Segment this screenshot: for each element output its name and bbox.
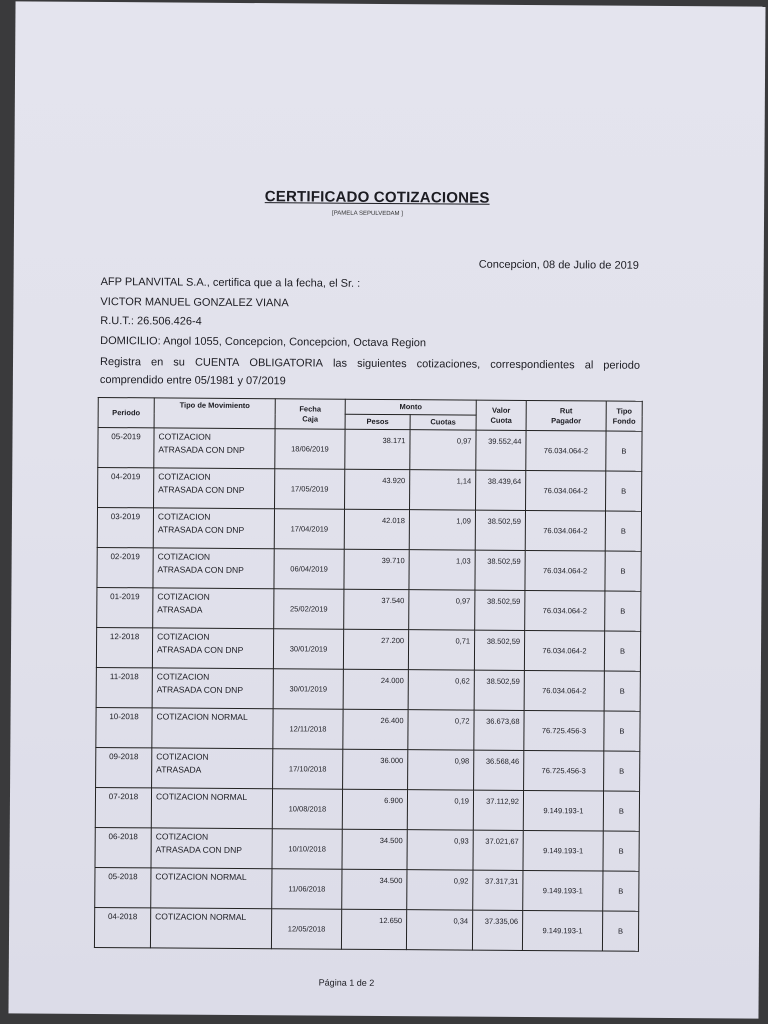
cell-valor-cuota: 37.112,92 [473, 790, 523, 830]
cell-cuotas: 0,92 [407, 870, 473, 910]
cell-cuotas: 0,98 [408, 750, 474, 790]
cell-rut-pagador: 9.149.193-1 [523, 790, 603, 831]
cell-pesos: 34.500 [342, 829, 407, 869]
cell-valor-cuota: 38.502,59 [475, 590, 525, 630]
tipo-line-1: COTIZACION [156, 751, 209, 762]
cell-periodo: 04-2019 [98, 467, 154, 507]
tipo-line-1: COTIZACION [157, 511, 211, 522]
tipo-line-1: COTIZACION [157, 591, 210, 602]
cell-periodo: 12-2018 [96, 627, 152, 667]
document-date: Concepcion, 08 de Julio de 2019 [478, 258, 639, 272]
tipo-line-2: ATRASADA CON DNP [157, 564, 244, 576]
tipo-line-1: COTIZACION NORMAL [155, 871, 247, 883]
col-monto-header: Monto [345, 399, 476, 415]
cell-tipo-movimiento [153, 588, 274, 629]
document-title: CERTIFICADO COTIZACIONES [264, 188, 490, 207]
cell-fecha-caja: 12/05/2018 [271, 909, 341, 949]
cell-cuotas: 0,34 [406, 910, 472, 950]
certify-line: AFP PLANVITAL S.A., certifica que a la fecha, el Sr. : [100, 275, 361, 290]
cell-tipo-fondo: B [605, 551, 641, 591]
registration-word: su [173, 356, 185, 369]
cell-rut-pagador: 76.034.064-2 [526, 470, 606, 511]
cell-tipo-movimiento [150, 908, 271, 949]
registration-word: las [332, 357, 348, 370]
col-rut-header: Rut Pagador [526, 400, 606, 431]
cell-periodo: 05-2019 [98, 427, 154, 467]
cell-tipo-fondo: B [604, 671, 640, 711]
affiliate-name: VICTOR MANUEL GONZALEZ VIANA [100, 295, 289, 310]
table-row [95, 787, 639, 831]
affiliate-rut: R.U.T.: 26.506.426-4 [100, 314, 202, 328]
table-row [96, 747, 640, 791]
cell-periodo: 01-2019 [97, 587, 153, 627]
cell-tipo-fondo: B [603, 791, 639, 831]
col-fecha-header: Fecha Caja [275, 399, 345, 429]
cell-tipo-movimiento [152, 668, 273, 709]
cell-rut-pagador: 76.034.064-2 [525, 590, 605, 631]
cell-pesos: 24.000 [343, 669, 408, 709]
registration-word: cotizaciones, [416, 358, 481, 371]
cell-tipo-fondo: B [603, 831, 639, 871]
cell-valor-cuota: 39.552,44 [476, 430, 526, 470]
tipo-line-1: COTIZACION [156, 671, 210, 682]
cell-rut-pagador: 9.149.193-1 [523, 830, 603, 871]
col-fondo-header: Tipo Fondo [606, 401, 642, 431]
registration-word: siguientes [357, 357, 407, 371]
cell-tipo-movimiento [151, 788, 272, 829]
registration-line [100, 356, 640, 372]
tipo-line-1: COTIZACION [157, 631, 210, 642]
cell-tipo-movimiento [152, 628, 273, 669]
cell-cuotas: 0,97 [410, 430, 476, 470]
col-tipo-header: Tipo de Movimiento [154, 398, 275, 429]
cell-tipo-movimiento [152, 748, 273, 789]
cell-pesos: 39.710 [344, 549, 409, 589]
cell-fecha-caja: 30/01/2019 [273, 629, 343, 669]
cell-fecha-caja: 30/01/2019 [273, 669, 343, 709]
cell-rut-pagador: 9.149.193-1 [522, 910, 602, 951]
registration-word: al [584, 359, 594, 372]
cell-tipo-movimiento [151, 868, 272, 909]
cell-tipo-fondo: B [604, 631, 640, 671]
tipo-line-1: COTIZACION [158, 471, 211, 482]
tipo-line-1: COTIZACION NORMAL [155, 791, 248, 803]
cell-pesos: 34.500 [342, 869, 407, 909]
tipo-line-2: ATRASADA CON DNP [155, 844, 242, 855]
cell-rut-pagador: 76.034.064-2 [525, 510, 605, 551]
cell-periodo: 04-2018 [94, 907, 150, 947]
cell-rut-pagador: 76.034.064-2 [524, 670, 604, 711]
cell-fecha-caja: 10/08/2018 [272, 789, 342, 829]
table-row [97, 547, 641, 591]
tipo-line-2: ATRASADA CON DNP [156, 644, 244, 656]
cell-fecha-caja: 06/04/2019 [274, 549, 344, 589]
cell-periodo: 09-2018 [96, 747, 152, 787]
cell-valor-cuota: 37.317,31 [473, 870, 523, 910]
cell-rut-pagador: 76.034.064-2 [524, 630, 604, 671]
table-row [98, 467, 642, 511]
document-page [8, 1, 765, 1018]
cell-fecha-caja: 17/05/2019 [275, 469, 345, 509]
cell-valor-cuota: 36.673,68 [474, 710, 524, 750]
tipo-line-1: COTIZACION [158, 431, 211, 442]
cell-fecha-caja: 25/02/2019 [274, 589, 344, 629]
cell-cuotas: 0,19 [407, 790, 473, 830]
cell-tipo-fondo: B [604, 711, 640, 751]
cell-rut-pagador: 76.034.064-2 [525, 550, 605, 591]
cell-tipo-movimiento [154, 428, 275, 469]
cell-valor-cuota: 38.502,59 [475, 550, 525, 590]
cell-pesos: 27.200 [343, 629, 408, 669]
cell-valor-cuota: 38.502,59 [474, 670, 524, 710]
tipo-line-2: ATRASADA CON DNP [157, 524, 245, 536]
cell-pesos: 36.000 [343, 749, 408, 789]
cell-tipo-movimiento [154, 468, 275, 509]
cell-periodo: 03-2019 [97, 507, 153, 547]
cell-valor-cuota: 36.568,46 [474, 750, 524, 790]
cell-tipo-fondo: B [604, 751, 640, 791]
cell-pesos: 43.920 [345, 469, 410, 509]
cell-valor-cuota: 38.439,64 [476, 470, 526, 510]
tipo-line-2: ATRASADA CON DNP [158, 444, 245, 456]
cell-tipo-movimiento [153, 508, 274, 549]
cell-tipo-movimiento [153, 548, 274, 589]
cell-fecha-caja: 10/10/2018 [272, 829, 342, 869]
document-subtitle: [PAMELA SEPULVEDAM ] [332, 210, 403, 218]
cell-pesos: 26.400 [343, 709, 408, 749]
cell-fecha-caja: 17/04/2019 [274, 509, 344, 549]
cell-rut-pagador: 9.149.193-1 [523, 870, 603, 911]
cell-rut-pagador: 76.725.456-3 [524, 710, 604, 751]
cell-tipo-fondo: B [603, 871, 639, 911]
cell-cuotas: 0,71 [408, 630, 474, 670]
col-periodo-header: Periodo [98, 397, 154, 427]
table-row [96, 667, 640, 711]
registration-word: en [150, 356, 164, 369]
cell-tipo-fondo: B [605, 511, 641, 551]
cell-pesos: 6.900 [342, 789, 407, 829]
tipo-line-2: ATRASADA CON DNP [158, 484, 245, 496]
cell-tipo-fondo: B [605, 471, 641, 511]
cell-cuotas: 1,09 [409, 510, 475, 550]
cell-periodo: 07-2018 [95, 787, 151, 827]
table-row [95, 827, 639, 871]
cell-periodo: 05-2018 [95, 867, 151, 907]
tipo-line-2: ATRASADA [157, 604, 203, 615]
cell-tipo-fondo: B [605, 591, 641, 631]
affiliate-address: DOMICILIO: Angol 1055, Concepcion, Concepcion, Octava Region [100, 334, 427, 350]
cell-pesos: 42.018 [344, 509, 409, 549]
col-cuotas-header: Cuotas [410, 415, 476, 430]
cell-periodo: 10-2018 [96, 707, 152, 747]
tipo-line-1: COTIZACION NORMAL [156, 711, 248, 723]
cell-valor-cuota: 37.335,06 [472, 910, 522, 950]
cell-fecha-caja: 18/06/2019 [275, 429, 345, 469]
cell-cuotas: 0,62 [408, 670, 474, 710]
registration-word: CUENTA [194, 356, 240, 369]
cell-tipo-movimiento [152, 708, 273, 749]
col-valor-header: Valor Cuota [476, 400, 526, 430]
cell-periodo: 02-2019 [97, 547, 153, 587]
col-pesos-header: Pesos [345, 414, 410, 429]
contributions-table [94, 397, 643, 952]
cell-fecha-caja: 11/06/2018 [272, 869, 342, 909]
cell-fecha-caja: 17/10/2018 [273, 749, 343, 789]
cell-cuotas: 0,72 [408, 710, 474, 750]
cell-cuotas: 0,97 [409, 590, 475, 630]
cell-pesos: 38.171 [345, 429, 410, 469]
registration-word: Registra [99, 355, 142, 369]
cell-cuotas: 0,93 [407, 830, 473, 870]
cell-cuotas: 1,14 [410, 470, 476, 510]
tipo-line-1: COTIZACION [155, 831, 209, 842]
cell-pesos: 12.650 [341, 909, 406, 949]
table-row [96, 707, 640, 751]
cell-periodo: 11-2018 [96, 667, 152, 707]
page-number: Página 1 de 2 [318, 977, 375, 988]
cell-periodo: 06-2018 [95, 827, 151, 867]
cell-fecha-caja: 12/11/2018 [273, 709, 343, 749]
cell-pesos: 37.540 [344, 589, 409, 629]
cell-valor-cuota: 38.502,59 [474, 630, 524, 670]
table-row [94, 907, 638, 951]
table-row [97, 587, 641, 631]
registration-word: periodo [603, 359, 641, 372]
tipo-line-1: COTIZACION NORMAL [155, 911, 247, 923]
registration-word: correspondientes [490, 358, 575, 372]
cell-cuotas: 1,03 [409, 550, 475, 590]
period-range-line: comprendido entre 05/1981 y 07/2019 [99, 373, 286, 388]
table-row [96, 627, 640, 671]
cell-tipo-fondo: B [606, 431, 642, 471]
table-row [97, 507, 641, 551]
tipo-line-2: ATRASADA CON DNP [156, 684, 244, 695]
tipo-line-2: ATRASADA [156, 764, 202, 775]
cell-tipo-movimiento [151, 828, 272, 869]
table-row [95, 867, 639, 911]
table-row [98, 427, 642, 471]
registration-word: OBLIGATORIA [249, 357, 324, 370]
cell-rut-pagador: 76.725.456-3 [524, 750, 604, 791]
cell-valor-cuota: 37.021,67 [473, 830, 523, 870]
tipo-line-1: COTIZACION [157, 551, 211, 562]
cell-rut-pagador: 76.034.064-2 [526, 430, 606, 471]
cell-tipo-fondo: B [602, 911, 638, 951]
cell-valor-cuota: 38.502,59 [475, 510, 525, 550]
